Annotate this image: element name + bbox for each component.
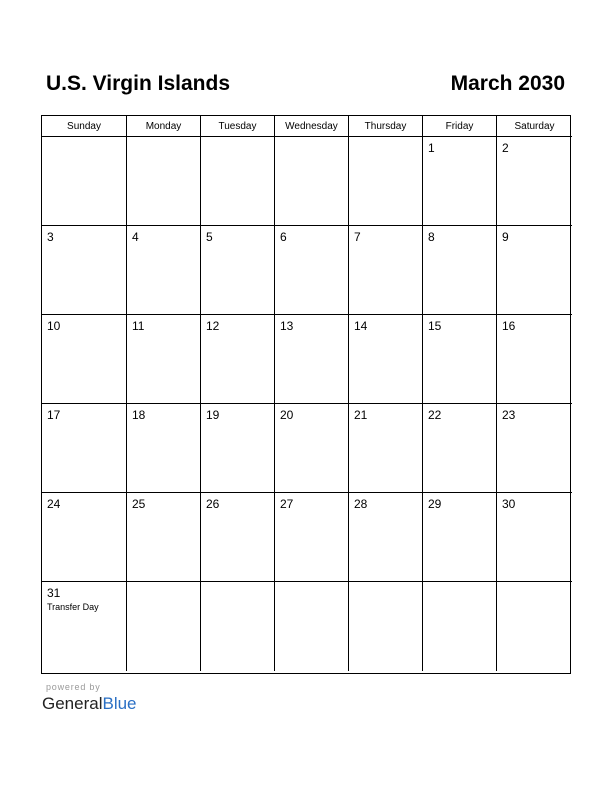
day-number: 4 [132, 230, 139, 244]
day-cell [497, 582, 572, 671]
day-cell [349, 493, 423, 582]
day-cell [275, 582, 349, 671]
day-cell [497, 493, 572, 582]
day-number: 16 [502, 319, 516, 333]
day-cell [497, 226, 572, 315]
day-cell [127, 582, 201, 671]
day-cell [423, 493, 497, 582]
day-number: 3 [47, 230, 54, 244]
day-number: 20 [280, 408, 294, 422]
day-number: 7 [354, 230, 361, 244]
day-cell [127, 404, 201, 493]
day-number: 12 [206, 319, 220, 333]
day-number: 29 [428, 497, 442, 511]
day-cell [127, 137, 201, 226]
day-cell [275, 493, 349, 582]
day-cell [42, 315, 127, 404]
day-cell [201, 493, 275, 582]
day-cell [127, 493, 201, 582]
weekday-header: Wednesday [275, 116, 349, 137]
day-cell [423, 226, 497, 315]
day-number: 2 [502, 141, 509, 155]
day-number: 26 [206, 497, 220, 511]
day-cell [201, 315, 275, 404]
day-cell [423, 137, 497, 226]
day-number: 10 [47, 319, 61, 333]
day-number: 17 [47, 408, 61, 422]
day-number: 21 [354, 408, 368, 422]
powered-by-label: powered by [46, 682, 101, 692]
day-cell [127, 315, 201, 404]
holiday-label: Transfer Day [47, 602, 99, 612]
day-cell [423, 315, 497, 404]
day-number: 24 [47, 497, 61, 511]
day-number: 31 [47, 586, 61, 600]
day-cell [275, 315, 349, 404]
day-cell [497, 137, 572, 226]
day-number: 22 [428, 408, 442, 422]
weekday-header: Sunday [42, 116, 127, 137]
day-cell [349, 315, 423, 404]
day-cell [349, 226, 423, 315]
brand-general: General [42, 694, 103, 713]
weekday-header: Saturday [497, 116, 572, 137]
day-number: 23 [502, 408, 516, 422]
day-number: 11 [132, 319, 145, 333]
day-cell [423, 582, 497, 671]
day-cell [349, 137, 423, 226]
day-number: 14 [354, 319, 368, 333]
day-cell [349, 582, 423, 671]
day-cell [42, 137, 127, 226]
day-number: 25 [132, 497, 146, 511]
region-title: U.S. Virgin Islands [46, 72, 230, 95]
day-cell [127, 226, 201, 315]
day-cell [423, 404, 497, 493]
brand-logo [42, 693, 137, 715]
day-number: 18 [132, 408, 146, 422]
day-number: 6 [280, 230, 287, 244]
day-number: 1 [428, 141, 435, 155]
day-number: 15 [428, 319, 442, 333]
day-cell [201, 137, 275, 226]
day-number: 27 [280, 497, 294, 511]
weekday-header: Thursday [349, 116, 423, 137]
day-cell [275, 137, 349, 226]
day-number: 8 [428, 230, 435, 244]
brand-blue: Blue [102, 694, 137, 713]
day-cell [275, 404, 349, 493]
day-cell [42, 582, 127, 671]
day-number: 19 [206, 408, 220, 422]
day-number: 28 [354, 497, 368, 511]
day-cell [42, 404, 127, 493]
day-number: 30 [502, 497, 516, 511]
weekday-header: Friday [423, 116, 497, 137]
day-cell [275, 226, 349, 315]
day-cell [497, 404, 572, 493]
day-cell [497, 315, 572, 404]
day-cell [201, 404, 275, 493]
day-cell [201, 226, 275, 315]
day-cell [201, 582, 275, 671]
day-cell [349, 404, 423, 493]
day-number: 9 [502, 230, 509, 244]
day-cell [42, 493, 127, 582]
weekday-header: Monday [127, 116, 201, 137]
weekday-header: Tuesday [201, 116, 275, 137]
month-year-title: March 2030 [450, 72, 565, 95]
calendar-grid [41, 115, 571, 674]
day-cell [42, 226, 127, 315]
day-number: 13 [280, 319, 294, 333]
day-number: 5 [206, 230, 213, 244]
